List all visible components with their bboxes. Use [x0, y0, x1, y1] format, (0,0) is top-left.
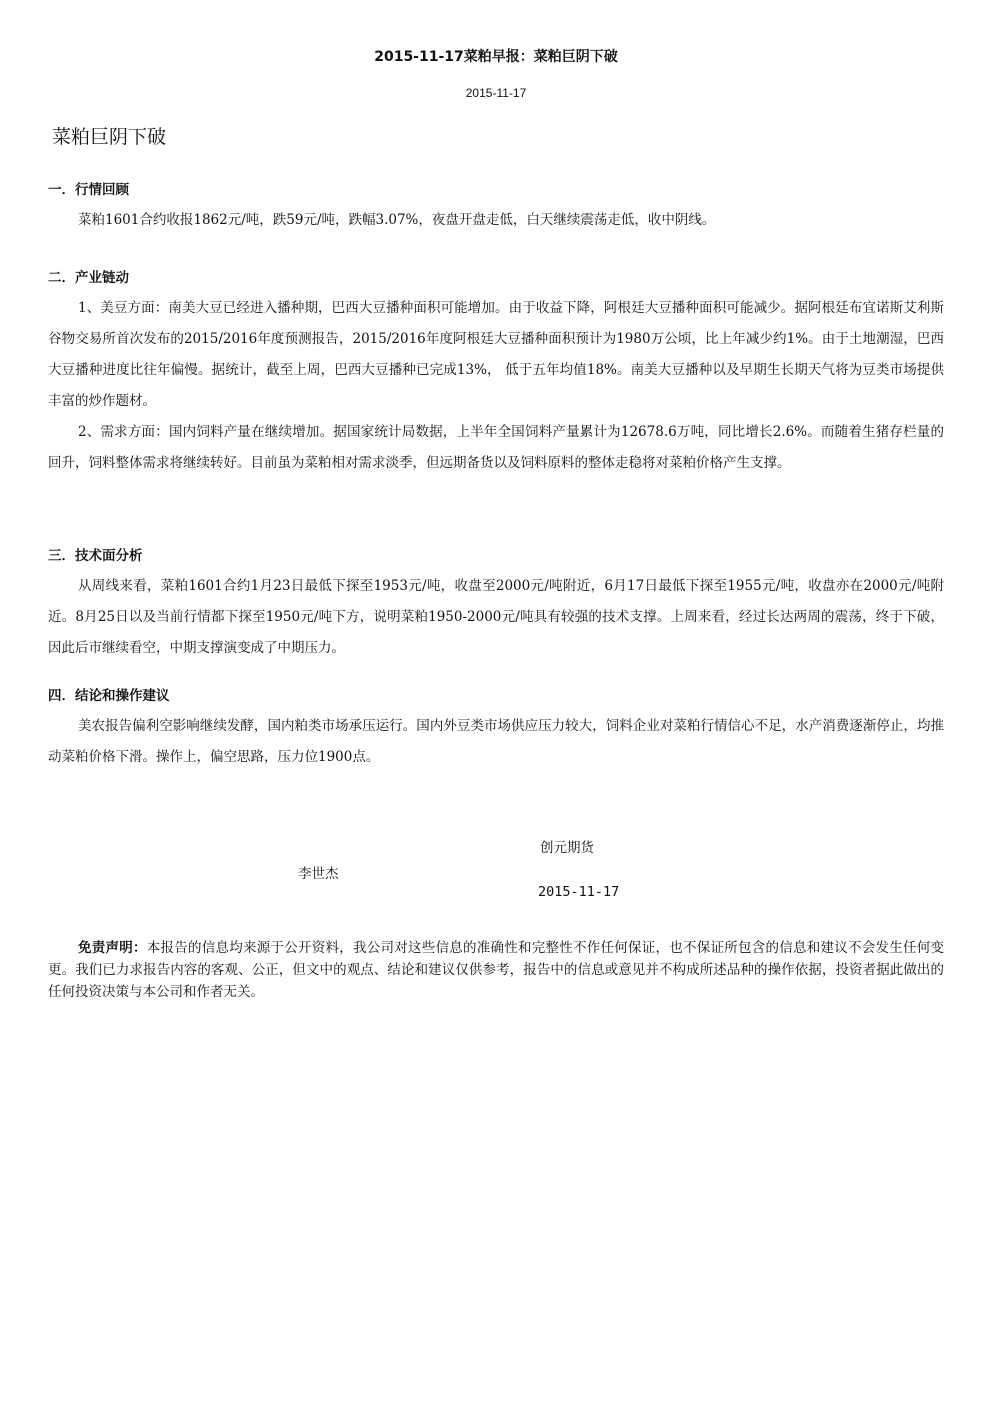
- section-heading: 四．结论和操作建议: [48, 688, 170, 704]
- disclaimer: [48, 937, 944, 1003]
- section-paragraph: 1、美豆方面：南美大豆已经进入播种期，巴西大豆播种面积可能增加。由于收益下降，阿根廷大豆播种面积可能减少。据阿根廷布宜诺斯艾利斯谷物交易所首次发布的2015/2016年度预测报告，2015/2016年度阿根廷大豆播种面积预计为1980万公顷，比上年减少约1%。由于土地潮湿，巴西大豆播种进度比往年偏慢。据统计，截至上周，巴西大豆播种已完成13%， 低于五年均值18%。南美大豆播种以及早期生长期天气将为豆类市场提供丰富的炒作题材。: [48, 300, 944, 409]
- section-conclusion: [48, 685, 944, 773]
- section-paragraph: 美农报告偏利空影响继续发酵，国内粕类市场承压运行。国内外豆类市场供应压力较大，饲料企业对菜粕行情信心不足，水产消费逐渐停止，均推动菜粕价格下滑。操作上，偏空思路，压力位1900点。: [48, 718, 944, 765]
- report-headline: 菜粕巨阴下破: [52, 126, 167, 148]
- section-paragraph: 菜粕1601合约收报1862元/吨，跌59元/吨，跌幅3.07%，夜盘开盘走低，白天继续震荡走低，收中阴线。: [78, 212, 716, 228]
- disclaimer-label: 免责声明：: [78, 940, 147, 956]
- document-title: 2015-11-17菜粕早报：菜粕巨阴下破: [374, 49, 618, 65]
- section-paragraph: 从周线来看，菜粕1601合约1月23日最低下探至1953元/吨，收盘至2000元/吨附近，6月17日最低下探至1955元/吨，收盘亦在2000元/吨附近。8月25日以及当前行情都下探至1950元/吨下方，说明菜粕1950-2000元/吨具有较强的技术支撑。上周来看，经过长达两周的震荡，终于下破，因此后市继续看空，中期支撑演变成了中期压力。: [48, 578, 944, 656]
- section-technical-analysis: [48, 545, 944, 664]
- document-date: 2015-11-17: [465, 86, 527, 100]
- signature-author: 李世杰: [298, 866, 339, 882]
- signature-date: 2015-11-17: [538, 884, 620, 900]
- signature-company: 创元期货: [540, 840, 594, 856]
- section-market-review: [48, 179, 944, 236]
- disclaimer-text: 本报告的信息均来源于公开资料，我公司对这些信息的准确性和完整性不作任何保证，也不保证所包含的信息和建议不会发生任何变更。我们已力求报告内容的客观、公正，但文中的观点、结论和建议仅供参考，报告中的信息或意见并不构成所述品种的操作依据，投资者据此做出的任何投资决策与本公司和作者无关。: [48, 940, 944, 1000]
- section-heading: 一．行情回顾: [48, 182, 129, 198]
- section-industry-chain: [48, 267, 944, 479]
- section-heading: 二．产业链动: [48, 270, 129, 286]
- section-paragraph: 2、需求方面：国内饲料产量在继续增加。据国家统计局数据，上半年全国饲料产量累计为12678.6万吨，同比增长2.6%。而随着生猪存栏量的回升，饲料整体需求将继续转好。目前虽为菜粕相对需求淡季，但远期备货以及饲料原料的整体走稳将对菜粕价格产生支撑。: [48, 424, 944, 471]
- section-heading: 三．技术面分析: [48, 548, 143, 564]
